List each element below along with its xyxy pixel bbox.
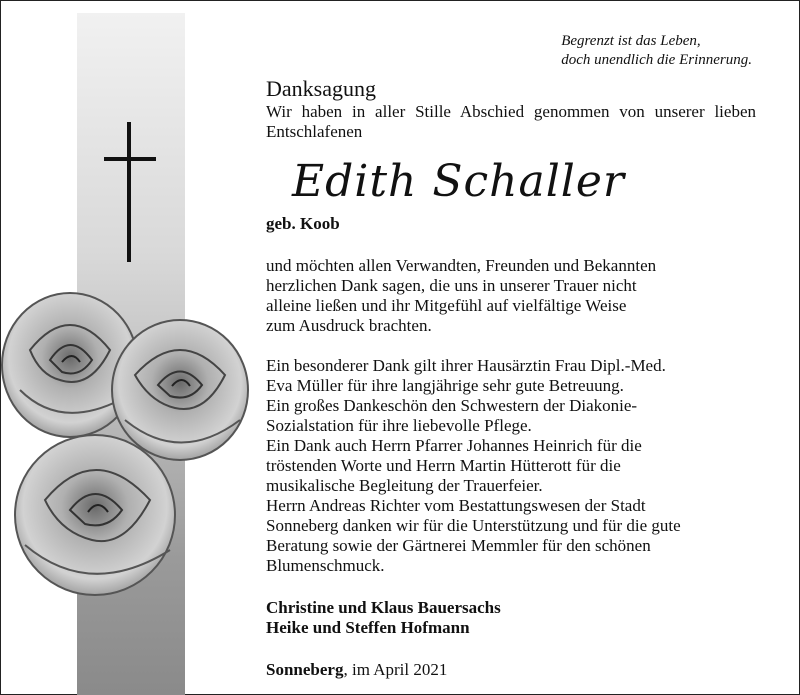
text-line: alleine ließen und ihr Mitgefühl auf vielfältige Weise [266,296,627,315]
text-line: herzlichen Dank sagen, die uns in unserer Trauer nicht [266,276,637,295]
text-line: Beratung sowie der Gärtnerei Memmler für den schönen [266,536,651,555]
place-city: Sonneberg [266,660,344,679]
heading: Danksagung [266,76,376,101]
text-line: Sozialstation für ihre liebevolle Pflege. [266,416,532,435]
intro-text: Wir haben in aller Stille Abschied genommen von unserer lieben Entschlafenen [266,102,756,141]
motto-line-1: Begrenzt ist das Leben, [561,33,701,49]
place-date [266,660,756,680]
text-line: Sonneberg danken wir für die Unterstützung und für die gute [266,516,681,535]
rose-right [112,320,248,460]
text-line: Ein besonderer Dank gilt ihrer Hausärztin Frau Dipl.-Med. [266,356,666,375]
deceased-name: Edith Schaller [292,156,625,207]
text-line: und möchten allen Verwandten, Freunden und Bekannten [266,256,657,275]
rose-bottom [15,435,175,595]
signers [266,598,756,638]
maiden-name: geb. Koob [266,214,340,233]
text-line: Ein großes Dankeschön den Schwestern der Diakonie- [266,396,638,415]
text-line: Ein Dank auch Herrn Pfarrer Johannes Heinrich für die [266,436,642,455]
motto [561,32,752,70]
thanks-paragraph-1 [266,256,756,336]
signer-line: Christine und Klaus Bauersachs [266,598,501,617]
cross-icon [100,122,160,262]
text-line: Blumenschmuck. [266,556,385,575]
text-line: zum Ausdruck brachten. [266,316,432,335]
text-line: musikalische Begleitung der Trauerfeier. [266,476,543,495]
place-date-text: , im April 2021 [343,660,448,679]
signer-line: Heike und Steffen Hofmann [266,618,470,637]
text-line: Herrn Andreas Richter vom Bestattungswesen der Stadt [266,496,646,515]
thanks-paragraph-2 [266,356,756,576]
roses-image [0,280,260,610]
text-line: Eva Müller für ihre langjährige sehr gute Betreuung. [266,376,624,395]
notice-content [266,76,756,680]
motto-line-2: doch unendlich die Erinnerung. [561,52,752,68]
text-line: tröstenden Worte und Herrn Martin Hütterott für die [266,456,621,475]
